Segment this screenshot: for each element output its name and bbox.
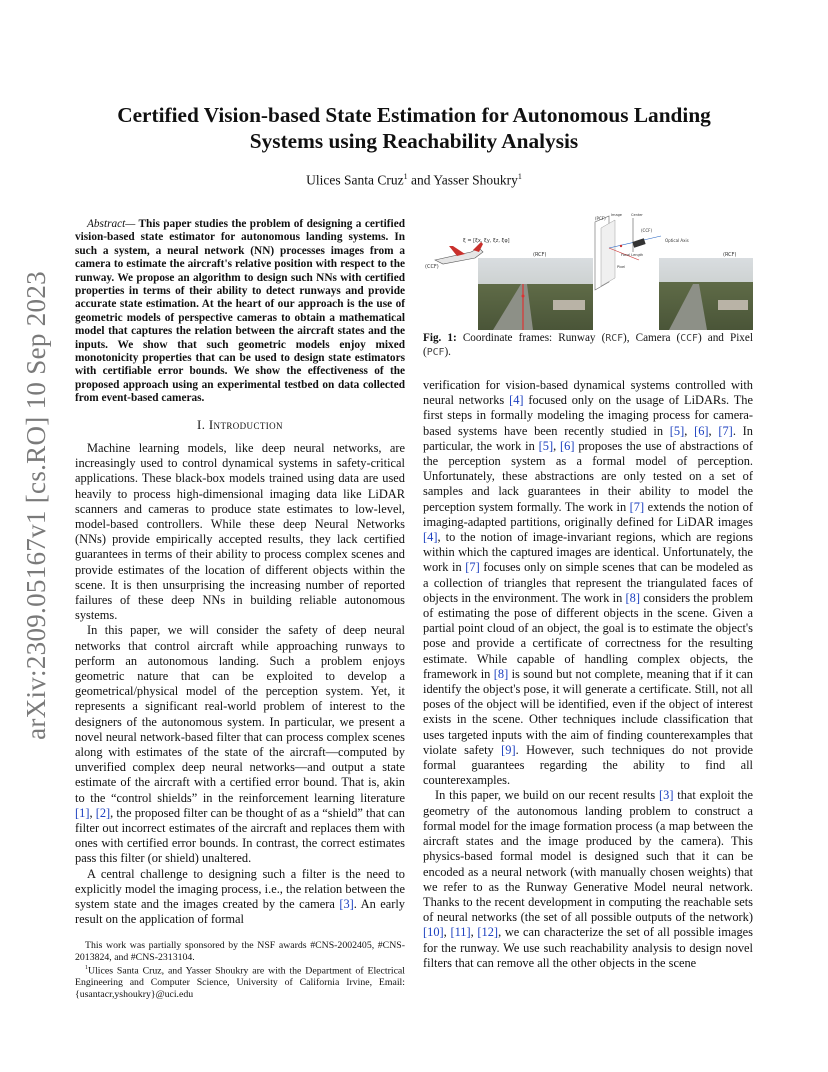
citation-link[interactable]: [7] [465, 560, 480, 575]
frame-label: (RCF) [533, 252, 547, 258]
author-name: Yasser Shoukry [433, 172, 518, 188]
left-column [75, 218, 405, 927]
paragraph: Machine learning models, like deep neural networks, are increasingly used to control dynamical systems in safety-critical applications. These black-box models trained using data are used heavily to process high-dimensional imaging data like LiDAR scanners and cameras to produce state estimates to low-level, model-based controllers. While these deep Neural Networks (NNs) provide empirically accepted results, they lack certified guarantees in terms of their ability to process complex scenes and provide estimates of the location of different objects within the scene. It is then unsurprising the increasing number of reported failures of these deep NNs in building reliable autonomous systems. [75, 440, 405, 623]
aircraft-icon [435, 242, 483, 264]
figure-caption: Fig. 1: Coordinate frames: Runway (RCF), Camera (CCF) and Pixel (PCF). [423, 332, 753, 358]
citation-link[interactable]: [10] [423, 925, 444, 940]
citation-link[interactable]: [11] [450, 925, 471, 940]
runway-photo-left [478, 258, 593, 330]
abstract: Abstract— This paper studies the problem of designing a certified vision-based state estimator for autonomous landing systems. In such a system, a neural network (NN) processes images from a camera to estimate the aircraft's relative position with respect to the runway. We propose an algorithm to design such NNs with certified properties in terms of their ability to detect runways and provide accurate state estimation. At the heart of our approach is the use of geometric models of perspective cameras to obtain a mathematical model that captures the relation between the aircraft states and the inputs. We show that such geometric models enjoy mixed monotonicity properties that can be used to design state estimators with certifiable error bounds. We show the effectiveness of the proposed approach using an experimental testbed on data collected from event-based cameras. [75, 218, 405, 405]
citation-link[interactable]: [5] [538, 438, 554, 453]
frame-label: (PCF) [595, 216, 606, 221]
diagram-label: Center [631, 213, 643, 217]
frame-label: (RCF) [723, 252, 737, 258]
frame-label: (CCF) [641, 228, 653, 233]
citation-link[interactable]: [8] [625, 590, 640, 605]
coordinate-frames-figure [423, 212, 753, 330]
footnote: $^1$Ulices Santa Cruz, and Yasser Shoukry are with the Department of Electrical Engineering and Computer Science, University of California Irvine, Email: {usantacr,yshoukry}@uci.edu [75, 965, 405, 1000]
section-heading: I. Introduction [197, 417, 283, 432]
author-name: Ulices Santa Cruz [306, 172, 404, 188]
frame-label: (CCF) [425, 264, 439, 270]
citation-link[interactable]: [3] [659, 788, 674, 803]
citation-link[interactable]: [8] [493, 666, 509, 681]
citation-link[interactable]: [1] [75, 805, 90, 820]
citation-link[interactable]: [2] [95, 805, 111, 820]
right-column [423, 378, 753, 971]
paper-title: Certified Vision-based State Estimation for Autonomous Landing Systems using Reachability Analysis [117, 103, 711, 153]
arxiv-id: arXiv:2309.05167v1 [cs.RO] 10 Sep 2023 [20, 270, 51, 740]
diagram-label: Optical Axis [665, 238, 689, 243]
paragraph: In this paper, we will consider the safety of deep neural networks that control aircraft while approaching runways to perform an autonomous landing. Such a problem enjoys geometric nature that can be exploited to develop a geometrical/physical model of the perception system. Yet, it represents a significant real-world problem of interest to the designers of the autonomous system. In particular, we present a novel neural network-based filter that can process complex scenes along with estimates of the state of the aircraft—computed by unverified complex deep neural networks—and output a state estimate of the aircraft with a certified error bound. That is, akin to the “control shields” in the reinforcement learning literature [1], [2], the proposed filter can be thought of as a “shield” that can filter out incorrect estimates of the aircraft and replaces them with ones with certified error bounds. In contrast, the correct estimates pass this filter (or shield) unaltered. [75, 623, 405, 866]
citation-link[interactable]: [3] [339, 896, 354, 911]
diagram-label: Pixel [617, 265, 626, 269]
diagram-label: Focal Length [621, 253, 644, 257]
citation-link[interactable]: [4] [423, 530, 438, 545]
citation-link[interactable]: [7] [718, 423, 733, 438]
citation-link[interactable]: [7] [629, 499, 645, 514]
runway-photo-right [659, 258, 753, 330]
citation-link[interactable]: [6] [560, 438, 575, 453]
paragraph: In this paper, we build on our recent results [3] that exploit the geometry of the autonomous landing problem to construct a formal model for the image formation process (a map between the aircraft states and the image produced by the camera). This physics-based formal model is designed such that it can be encoded as a neural network (with manually chosen weights) that we refer to as the Runway Generative Model neural network. Thanks to the recent development in computing the reachable sets of neural networks (the set of all possible outputs of the network) [10], [11], [12], we can characterize the set of all possible images for the runway. We use such reachability analysis to design novel filters that can remove all the other objects in the scene [423, 788, 753, 970]
author-list: Ulices Santa Cruz$^1$ and Yasser Shoukry$^1$ [306, 172, 522, 188]
citation-link[interactable]: [12] [477, 925, 499, 940]
footnote: This work was partially sponsored by the NSF awards #CNS-2002405, #CNS-2013824, and #CNS-2313104. [75, 940, 405, 963]
arxiv-watermark [14, 270, 58, 740]
citation-link[interactable]: [9] [501, 742, 516, 757]
paragraph: A central challenge to designing such a filter is the need to explicitly model the imaging process, i.e., the relation between the system state and the images created by the camera [3]. An early result on the application of formal [75, 866, 405, 927]
citation-link[interactable]: [5] [669, 423, 685, 438]
diagram-label: Image [611, 213, 622, 217]
footnotes [75, 940, 405, 1000]
citation-link[interactable]: [4] [509, 393, 524, 408]
state-vector-label: ξ = [ξx, ξy, ξz, ξφ] [463, 238, 510, 244]
paragraph: verification for vision-based dynamical systems controlled with neural networks [4] focused only on the usage of LiDARs. The first steps in formally modeling the imaging process for camera-based systems have been recently studied in [5], [6], [7]. In particular, the work in [5], [6] proposes the use of abstractions of the perception system as a formal model of perception. Unfortunately, these abstractions are only tested on a set of samples and lack guarantees in their ability to model the perception system formally. The work in [7] extends the notion of imaging-adapted partitions, originally defined for LiDAR images [4], to the notion of image-invariant regions, which are regions within which the captured images are identical. Unfortunately, the work in [7] focuses only on simple scenes that can be modeled as a collection of triangles that represent the triangulated faces of objects in the environment. The work in [8] considers the problem of estimating the pose of different objects in the scene. Given a partial point cloud of an object, the goal is to estimate the object's pose and provide a certificate of correctness for the resulting estimate. While capable of handling complex objects, the framework in [8] is sound but not complete, meaning that if it can identify the object's pose, it will generate a certificate. Still, not all poses of the object will be identified, even if the object of interest exists in the scene. Other techniques include classification that uses targeted inputs with the aim of finding counterexamples that violate safety [9]. However, such techniques do not provide formal guarantees regarding the ability to find all counterexamples. [423, 378, 753, 788]
citation-link[interactable]: [6] [694, 423, 709, 438]
